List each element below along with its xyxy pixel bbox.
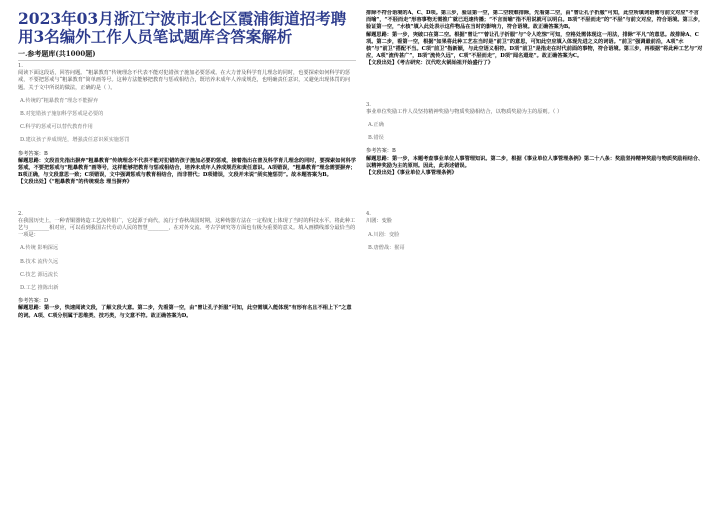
question-number: 3. xyxy=(366,101,371,108)
option-a: A.川剧：变脸 xyxy=(368,231,400,238)
answer-explanation: 解题思路：第一步，快速阅读文段，了解文段大意。第二步，先看第一空，由“曾让孔子折服”可知，此空需填入能体现“有形有名且不相上下”之意的词。A项、C项分别属于思维类、技巧类，与文意不符。故正确答案为D。 xyxy=(18,305,352,319)
option-b: B.对犯错孩子施加科学惩戒是必要的 xyxy=(20,111,104,118)
option-a: A.正确 xyxy=(368,122,384,129)
option-d: D.工艺 推陈出新 xyxy=(20,285,59,292)
continued-explanation: 排除不符合语境的A、C、D项。第三步，验证第一空，第二空较难排除，先看第二空，由“曾让孔子折服”可知，此空所填词语需与前文对应“不言而喻”，“不胫而走”形容事物无需推广就已迅速传播；“不言而喻”指不用说就可以明白。B项“不胫而走”的“不胫”与前文对应，符合语境。第三步，验证第一空，“水核”填入此处表示这件物品在当时的影响力，符合语境。故正确答案为B。 xyxy=(366,10,704,31)
option-c: C.科学的惩戒可以替代教育作用 xyxy=(20,124,93,131)
option-c: C.技艺 源远流长 xyxy=(20,271,59,278)
source-citation: 【文段出处】《事业单位人事管理条例》 xyxy=(366,170,457,177)
section-heading: 一.参考题库(共1000题) xyxy=(18,49,356,61)
question-text: 在我国历史上，一种青铜器铸造工艺流传很广，它起源于商代，流行于春秋战国时期，这种铸器方法在一定程度上体现了当时的科技水平。将此种工艺与________相对应，可以看到我国古代劳动人民的智慧________，在对外交流、考古学研究等方面也有极为重要的意义。填入画横线部分最恰当的一项是： xyxy=(18,217,356,239)
question-number: 1. xyxy=(18,63,23,69)
question-text: 阅读下面这段话，回答问题。“粗暴教育”传统理念不代表不能对犯错孩子施加必要惩戒。在大力普及科学育儿理念的同时，也要探索如何科学的惩戒，不要把惩戒与“粗暴教育”简单画等号。这种方法能够把教育与惩戒相结合，既培养未成年人养成规范，也明确责任意识，又避免出现体罚的问题。关于文中所说的做法，正确的是（ ）。 xyxy=(18,70,351,91)
option-b: B.唐僧战：猴哥 xyxy=(368,244,405,251)
source-citation: 【文段出处】《考古研究：汉代吃火锅始祖开始盛行了》 xyxy=(366,60,494,67)
option-d: D.建议孩子养成规范，增强责任意识须实施惩罚 xyxy=(20,137,130,144)
answer-label: 参考答案：D xyxy=(18,298,49,305)
source-citation: 【文段出处】《“粗暴教育”的传统观念 理当摒弃》 xyxy=(18,179,133,186)
answer-explanation: 解题思路：第一步，本题考查事业单位人事管理知识。第二步，根据《事业单位人事管理条例》第二十八条：奖励坚持精神奖励与物质奖励相结合、以精神奖励为主的原则。因此，此表述错误。 xyxy=(366,155,704,169)
question-text: 川剧：变脸 xyxy=(366,218,392,225)
question-number: 2. xyxy=(18,210,23,217)
option-a: A.传统的“粗暴教育”理念不能摒弃 xyxy=(20,97,99,104)
question-number: 4. xyxy=(366,211,371,218)
answer-explanation: 解题思路：文段首先指出摒弃“粗暴教育”传统理念不代表不能对犯错的孩子施加必要的惩戒，接着指出在普及科学育儿理念的同时，要探索如何科学惩戒，不要把惩戒与“粗暴教育”画等号，这样能够把教育与惩戒相结合，培养未成年人养成规范和责任意识。A项错误，“粗暴教育”理念需要摒弃；B项正确，与文段意思一致；C项错误，文中强调惩戒与教育相结合，而非替代；D项错误，文段并未说“须实施惩罚”。故本题答案为B。 xyxy=(18,157,356,179)
answer-label: 参考答案：B xyxy=(18,150,48,157)
question-text: 事业单位奖励工作人员坚持精神奖励与物质奖励相结合，以物质奖励为主的原则。（ ） xyxy=(366,108,563,115)
left-column xyxy=(18,10,356,508)
right-column xyxy=(366,10,704,508)
option-b: B.技术 流传久远 xyxy=(20,258,59,265)
option-b: B.错误 xyxy=(368,135,384,142)
answer-explanation: 解题思路：第一步，突破口在第二空。根据“曾让”“曾让孔子折服”与“令人吃惊”可知，空格处需体现这一用法，排除“平凡”的意思。故排除A、C项。第二步，看第一空，根据“如果将此种工艺在当时是“前卫”的意思，可知此空应填入体现先进之义的词语。“前卫”强调最前沿，A项“水核”与“前卫”搭配不当。C项“前卫”指新颖，与此空语义相符。D项“前卫”是指走在时代前面的事物，符合语境。第三步，再根据“将此种工艺与”对应，A项“流传甚广”，B项“流传久远”，C项“不胫而走”，D项“闻名遐迩”。故正确答案为C。 xyxy=(366,31,703,60)
document-title: 2023年03月浙江宁波市北仑区霞浦街道招考聘用3名编外工作人员笔试题库含答案解析 xyxy=(18,10,347,46)
option-a: A.传统 影响深远 xyxy=(20,245,59,252)
answer-label: 参考答案：B xyxy=(366,148,396,155)
